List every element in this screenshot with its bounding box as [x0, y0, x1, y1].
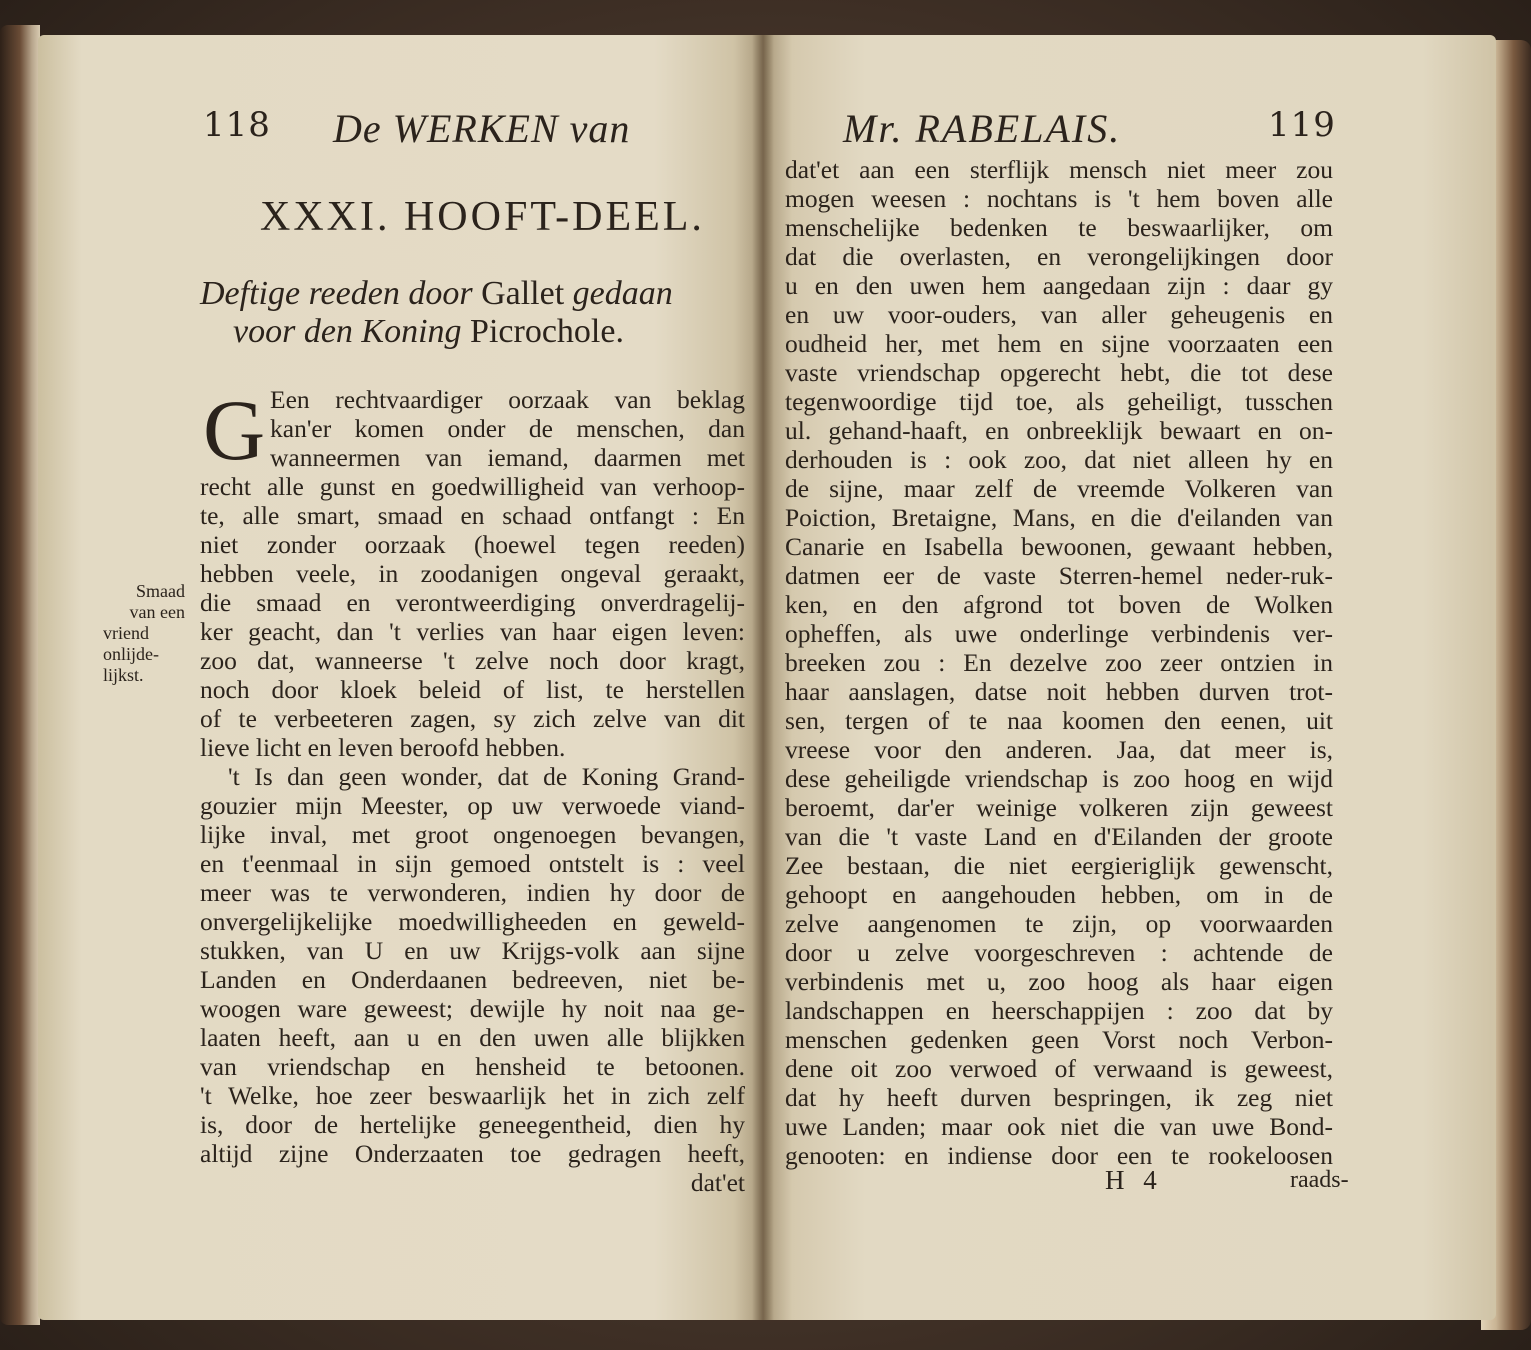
text-line: verbindenis met u, zoo hoog als haar eigen	[785, 967, 1333, 996]
text-line: uwe Landen; maar ook niet die van uwe Bond-	[785, 1112, 1333, 1141]
text-line: dat'et aan een sterflijk mensch niet meer zou	[785, 155, 1333, 184]
text-line: laaten heeft, aan u en den uwen alle blijkken	[200, 1023, 745, 1052]
catchword-left: dat'et	[690, 1168, 745, 1197]
subheading-italic-1: Deftige reeden door	[200, 275, 473, 312]
text-line: 't Welke, hoe zeer beswaarlijk het in zich zelf	[200, 1081, 745, 1110]
subheading-roman-2: Picrochole.	[470, 313, 624, 350]
text-line: tegenwoordige tijd toe, als geheiligt, tusschen	[785, 387, 1333, 416]
margin-note-line: Smaad	[136, 581, 185, 601]
text-line: Poiction, Bretaigne, Mans, en die d'eilanden van	[785, 503, 1333, 532]
text-line: derhouden is : ook zoo, dat niet alleen hy en	[785, 445, 1333, 474]
left-body-text	[200, 382, 745, 1197]
right-page-number: 119	[1268, 105, 1336, 145]
text-line: dese geheiligde vriendschap is zoo hoog en wijd	[785, 764, 1333, 793]
text-line: breeken zou : En dezelve zoo zeer ontzien in	[785, 648, 1333, 677]
text-line: datmen eer de vaste Sterren-hemel neder-ruk-	[785, 561, 1333, 590]
text-line: haar aanslagen, datse noit hebben durven trot-	[785, 677, 1333, 706]
text-line: Canarie en Isabella bewoonen, gewaant hebben,	[785, 532, 1333, 561]
text-line: kan'er komen onder de menschen, dan	[270, 414, 745, 443]
cover-edge-left	[0, 25, 40, 1325]
left-page-number: 118	[203, 105, 271, 145]
signature-mark: H 4	[1105, 1165, 1163, 1195]
text-line: vreese voor den anderen. Jaa, dat meer is,	[785, 735, 1333, 764]
text-line: u en den uwen hem aangedaan zijn : daar gy	[785, 271, 1333, 300]
right-page	[763, 35, 1496, 1320]
text-line: zoo dat, wanneerse 't zelve noch door kragt,	[200, 646, 745, 675]
text-line: noch door kloek beleid of list, te herstellen	[200, 675, 745, 704]
margin-note-line: onlijde-	[103, 644, 159, 664]
chapter-heading: XXXI. HOOFT-DEEL.	[260, 194, 705, 240]
text-line: lijke inval, met groot ongenoegen bevangen,	[200, 820, 745, 849]
text-line: mogen weesen : nochtans is 't hem boven alle	[785, 184, 1333, 213]
subheading-roman-1: Gallet	[481, 275, 565, 312]
text-line: 't Is dan geen wonder, dat de Koning Grand-	[228, 762, 745, 791]
text-line: recht alle gunst en goedwilligheid van verhoop-	[200, 472, 745, 501]
text-line: dat die overlasten, en verongelijkingen door	[785, 242, 1333, 271]
margin-note	[103, 581, 185, 686]
text-line: gouzier mijn Meester, op uw verwoede viand-	[200, 791, 745, 820]
text-line: dene oit zoo verwoed of verwaand is geweest,	[785, 1054, 1333, 1083]
text-line: hebben veele, in zoodanigen ongeval geraakt,	[200, 559, 745, 588]
text-line: wanneermen van iemand, daarmen met	[270, 443, 745, 472]
text-line: of te verbeeteren zagen, sy zich zelve van dit	[200, 704, 745, 733]
text-line: Een rechtvaardiger oorzaak van beklag	[270, 385, 745, 414]
text-line: sen, tergen of te naa koomen den eenen, uit	[785, 706, 1333, 735]
book-gutter	[752, 35, 774, 1320]
text-line: genooten: en indiense door een te rookeloosen	[785, 1141, 1333, 1170]
drop-cap: G	[203, 382, 266, 478]
text-line: oudheid her, met hem en sijne voorzaaten een	[785, 329, 1333, 358]
text-line: de sijne, maar zelf de vreemde Volkeren van	[785, 474, 1333, 503]
subheading-italic-1b: gedaan	[572, 275, 673, 312]
margin-note-line: van een	[129, 602, 185, 622]
text-line: vaste vriendschap opgerecht hebt, die tot dese	[785, 358, 1333, 387]
text-line: onvergelijkelijke moedwilligheeden en geweld-	[200, 907, 745, 936]
text-line: ul. gehand-haaft, en onbreeklijk bewaart en on-	[785, 416, 1333, 445]
text-line: te, alle smart, smaad en schaad ontfangt : En	[200, 501, 745, 530]
text-line: en uw voor-ouders, van aller geheugenis en	[785, 300, 1333, 329]
text-line: Landen en Onderdaanen bedreeven, niet be-	[200, 965, 745, 994]
text-line: van die 't vaste Land en d'Eilanden der groote	[785, 822, 1333, 851]
text-line: zelve aangenomen te zijn, op voorwaarden	[785, 909, 1333, 938]
text-line: van vriendschap en hensheid te betoonen.	[200, 1052, 745, 1081]
margin-note-line: lijkst.	[103, 665, 144, 685]
catchword-right: raads-	[1290, 1167, 1349, 1193]
text-line: beroemt, dar'er weinige volkeren zijn geweest	[785, 793, 1333, 822]
margin-note-line: vriend	[103, 623, 149, 643]
left-page	[38, 35, 763, 1320]
text-line: Zee bestaan, die niet eergieriglijk gewenscht,	[785, 851, 1333, 880]
text-line: opheffen, als uwe onderlinge verbindenis ver-	[785, 619, 1333, 648]
text-line: menschelijke bedenken te beswaarlijker, om	[785, 213, 1333, 242]
text-line: landschappen en heerschappijen : zoo dat by	[785, 996, 1333, 1025]
text-line: altijd zijne Onderzaaten toe gedragen heeft,	[200, 1139, 745, 1168]
text-line: en t'eenmaal in sijn gemoed ontstelt is : veel	[200, 849, 745, 878]
left-running-title: De WERKEN van	[333, 106, 631, 151]
text-line: meer was te verwonderen, indien hy door de	[200, 878, 745, 907]
subheading-line-2	[233, 313, 763, 351]
text-line: door u zelve voorgeschreven : achtende de	[785, 938, 1333, 967]
text-line: is, door de hertelijke geneegentheid, dien hy	[200, 1110, 745, 1139]
text-line: ken, en den afgrond tot boven de Wolken	[785, 590, 1333, 619]
right-running-title: Mr. RABELAIS.	[843, 106, 1122, 151]
text-line: lieve licht en leven beroofd hebben.	[200, 733, 566, 762]
subheading-line-1	[200, 275, 760, 313]
right-body-text	[785, 155, 1333, 1170]
text-line: niet zonder oorzaak (hoewel tegen reeden)	[200, 530, 745, 559]
subheading-italic-2: voor den Koning	[233, 313, 462, 350]
text-line: woogen ware geweest; dewijle hy noit naa ge-	[200, 994, 745, 1023]
text-line: menschen gedenken geen Vorst noch Verbon-	[785, 1025, 1333, 1054]
text-line: stukken, van U en uw Krijgs-volk aan sijne	[200, 936, 745, 965]
text-line: die smaad en verontweerdiging onverdragelij-	[200, 588, 745, 617]
text-line: dat hy heeft durven bespringen, ik zeg niet	[785, 1083, 1333, 1112]
text-line: gehoopt en aangehouden hebben, om in de	[785, 880, 1333, 909]
text-line: ker geacht, dan 't verlies van haar eigen leven:	[200, 617, 745, 646]
